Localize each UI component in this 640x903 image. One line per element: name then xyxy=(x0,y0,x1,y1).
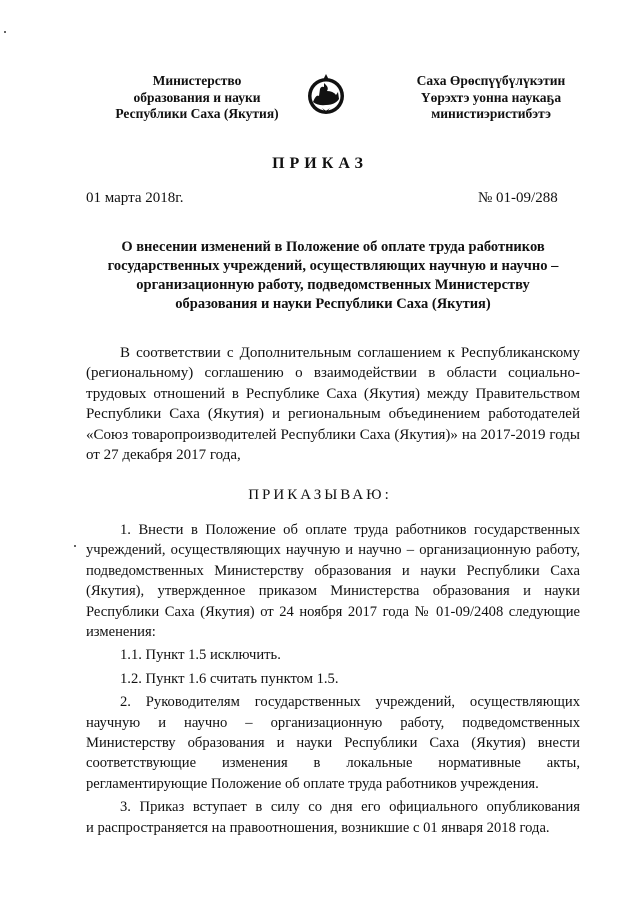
item-2-line: регламентирующие Положение об оплате труда работников учреждения. xyxy=(86,775,539,792)
header-right-line: министиэристибэтэ xyxy=(431,106,551,121)
order-number: № 01-09/288 xyxy=(478,190,558,206)
subject-line: О внесении изменений в Положение об оплате труда работников xyxy=(121,239,545,255)
header-right-line: Саха Өрөспүүбүлүкэтин xyxy=(416,73,566,88)
order-body xyxy=(86,520,580,838)
item-2-line: соответствующие изменения в локальные нормативные акты, xyxy=(86,755,580,772)
order-date: 01 марта 2018г. xyxy=(86,190,184,206)
item-1-2: 1.2. Пункт 1.6 считать пунктом 1.5. xyxy=(120,670,339,687)
ministry-header-sakha xyxy=(376,73,606,123)
preamble-paragraph xyxy=(86,343,580,465)
header-left-line: Республики Саха (Якутия) xyxy=(115,106,279,121)
subject-line: образования и науки Республики Саха (Якутия) xyxy=(175,296,491,312)
item-2 xyxy=(86,692,580,794)
item-1-line: (Якутия), утвержденное приказом Министерства образования и науки xyxy=(86,583,580,600)
item-2-line: Министерству образования и науки Республики Саха (Якутия) внести xyxy=(86,735,580,752)
preamble-line: Республики Саха (Якутия) и региональным объединением работодателей xyxy=(86,406,580,423)
subject-line: организационную работу, подведомственных Министерству xyxy=(136,277,530,293)
item-1-line: изменения: xyxy=(86,624,156,641)
item-3-line: 3. Приказ вступает в силу со дня его официального опубликования xyxy=(120,799,580,816)
ministry-header-ru xyxy=(112,73,282,123)
scan-speck xyxy=(4,31,6,33)
item-3 xyxy=(86,797,580,838)
item-1-1: 1.1. Пункт 1.5 исключить. xyxy=(120,647,281,664)
item-1-line: учреждений, осуществляющих научную и научно – организационную работу, xyxy=(86,542,580,559)
preamble-line: (региональному) соглашению о взаимодействии в области социально- xyxy=(86,365,580,382)
document-type-title: ПРИКАЗ xyxy=(272,155,368,172)
header-right-line: Үөрэхтэ уонна наукаҕа xyxy=(420,89,562,105)
preamble-line: «Союз товаропроизводителей Республики Саха (Якутия)» на 2017-2019 годы xyxy=(86,426,580,443)
preamble-line: В соответствии с Дополнительным соглашением к Республиканскому xyxy=(120,345,580,361)
item-3-line: и распространяется на правоотношения, возникшие с 01 января 2018 года. xyxy=(86,819,550,836)
item-1 xyxy=(86,520,580,642)
order-directive-heading: ПРИКАЗЫВАЮ: xyxy=(248,487,392,503)
item-1-line: подведомственных Министерству образования и науки Республики Саха xyxy=(86,562,580,579)
coat-of-arms-emblem xyxy=(305,72,347,118)
preamble-line: трудовых отношений в Республике Саха (Якутия) между Правительством xyxy=(86,385,580,402)
item-1-line: 1. Внести в Положение об оплате труда работников государственных xyxy=(120,522,580,538)
header-left-line: Министерство xyxy=(152,73,242,88)
header-left-line: образования и науки xyxy=(133,89,261,105)
item-1-line: Республики Саха (Якутия) от 24 ноября 2017 года № 01-09/2408 следующие xyxy=(86,603,580,620)
order-subject xyxy=(86,238,580,314)
subject-line: государственных учреждений, осуществляющих научную и научно – xyxy=(107,258,559,274)
scan-speck xyxy=(74,545,76,547)
item-2-line: научную и научно – организационную работу, подведомственных xyxy=(86,714,580,731)
item-2-line: 2. Руководителям государственных учреждений, осуществляющих xyxy=(120,694,580,711)
preamble-line: от 27 декабря 2017 года, xyxy=(86,447,241,464)
